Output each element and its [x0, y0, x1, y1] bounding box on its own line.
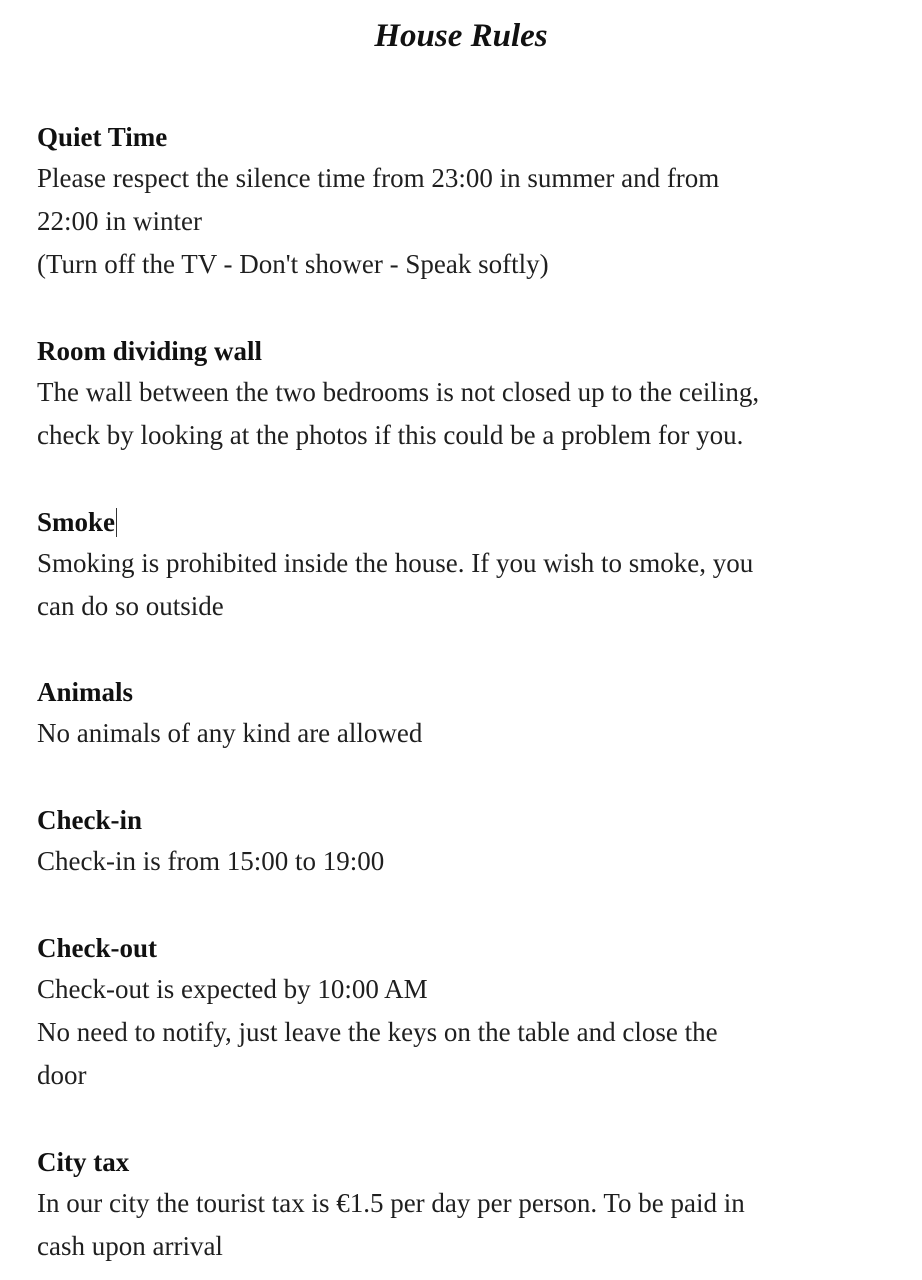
section-room-dividing-wall: [37, 334, 907, 457]
section-text-line: No animals of any kind are allowed: [37, 718, 423, 748]
section-text-line: check by looking at the photos if this could be a problem for you.: [37, 420, 744, 450]
text-cursor-caret: [116, 508, 117, 537]
section-text-line: Check-out is expected by 10:00 AM: [37, 974, 428, 1004]
section-check-in: [37, 803, 907, 883]
section-smoke: [37, 505, 907, 628]
section-text-line: The wall between the two bedrooms is not closed up to the ceiling,: [37, 377, 760, 407]
section-text-line: cash upon arrival: [37, 1231, 223, 1261]
section-text-line: No need to notify, just leave the keys on the table and close the: [37, 1017, 718, 1047]
section-heading: Check-in: [37, 805, 143, 835]
section-text-line: (Turn off the TV - Don't shower - Speak softly): [37, 249, 549, 279]
section-heading: Animals: [37, 677, 134, 707]
section-text-line: can do so outside: [37, 591, 224, 621]
section-heading: City tax: [37, 1147, 130, 1177]
section-heading: Quiet Time: [37, 122, 168, 152]
section-quiet-time: [37, 120, 907, 286]
section-heading: Room dividing wall: [37, 336, 263, 366]
section-text-line: In our city the tourist tax is €1.5 per day per person. To be paid in: [37, 1188, 745, 1218]
section-heading-with-caret[interactable]: [37, 505, 907, 539]
section-heading-text: Smoke: [37, 507, 116, 537]
section-text-line: Check-in is from 15:00 to 19:00: [37, 846, 385, 876]
section-animals: [37, 675, 907, 755]
section-check-out: [37, 931, 907, 1097]
section-heading: Check-out: [37, 933, 157, 963]
document-title: House Rules: [374, 18, 548, 54]
section-text-line: Please respect the silence time from 23:00 in summer and from: [37, 163, 720, 193]
section-city-tax: [37, 1145, 907, 1268]
section-text-line: door: [37, 1060, 87, 1090]
section-text-line: Smoking is prohibited inside the house. If you wish to smoke, you: [37, 548, 754, 578]
section-text-line: 22:00 in winter: [37, 206, 202, 236]
